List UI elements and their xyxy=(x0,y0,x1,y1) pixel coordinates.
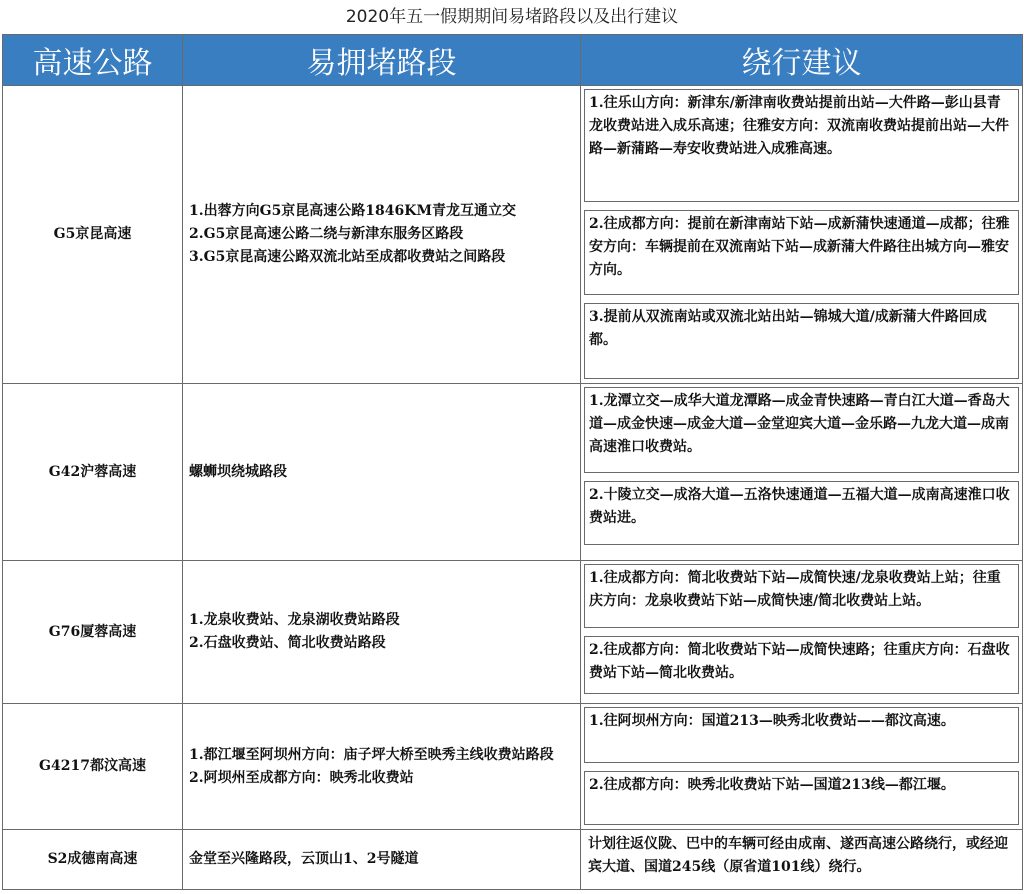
highway-name: G76厦蓉高速 xyxy=(3,561,183,704)
detour-advice xyxy=(581,830,1023,890)
detour-advice xyxy=(581,384,1023,561)
advice-item: 1.往成都方向：简北收费站下站—成简快速/龙泉收费站上站；往重庆方向：龙泉收费站下站—成简快速/简北收费站上站。 xyxy=(584,564,1019,628)
congested-sections xyxy=(183,86,581,384)
congested-sections xyxy=(183,384,581,561)
advice-item: 2.十陵立交—成洛大道—五洛快速通道—五福大道—成南高速淮口收费站进。 xyxy=(584,481,1019,545)
table-row xyxy=(3,86,1023,384)
congested-sections xyxy=(183,830,581,890)
advice-item: 1.往阿坝州方向：国道213—映秀北收费站——都汶高速。 xyxy=(584,707,1019,763)
table-row xyxy=(3,384,1023,561)
highway-name: G4217都汶高速 xyxy=(3,704,183,830)
table-row xyxy=(3,704,1023,830)
header-highway: 高速公路 xyxy=(3,35,183,86)
detour-advice xyxy=(581,86,1023,384)
advice-item: 1.往乐山方向：新津东/新津南收费站提前出站—大件路—彭山县青龙收费站进入成乐高速；往雅安方向：双流南收费站提前出站—大件路—新蒲路—寿安收费站进入成雅高速。 xyxy=(584,89,1019,202)
advice-item: 1.龙潭立交—成华大道龙潭路—成金青快速路—青白江大道—香岛大道—成金快速—成金大道—金堂迎宾大道—金乐路—九龙大道—成南高速淮口收费站。 xyxy=(584,387,1019,473)
congested-sections xyxy=(183,704,581,830)
section-item: 2.石盘收费站、简北收费站路段 xyxy=(189,635,386,651)
highway-name: G5京昆高速 xyxy=(3,86,183,384)
section-item: 金堂至兴隆路段，云顶山1、2号隧道 xyxy=(189,851,419,867)
highway-name: S2成德南高速 xyxy=(3,830,183,890)
advice-item: 计划往返仪陇、巴中的车辆可经由成南、遂西高速公路绕行，或经迎宾大道、国道245线（原省道101线）绕行。 xyxy=(588,836,1008,875)
route-advice-table xyxy=(2,34,1023,890)
advice-item: 3.提前从双流南站或双流北站出站—锦城大道/成新蒲大件路回成都。 xyxy=(584,303,1019,379)
table-row xyxy=(3,561,1023,704)
table-row xyxy=(3,830,1023,890)
detour-advice xyxy=(581,561,1023,704)
advice-item: 2.往成都方向：简北收费站下站—成简快速路；往重庆方向：石盘收费站下站—简北收费站。 xyxy=(584,636,1019,694)
header-congested-section: 易拥堵路段 xyxy=(183,35,581,86)
advice-item: 2.往成都方向：映秀北收费站下站—国道213线—都江堰。 xyxy=(584,771,1019,825)
detour-advice xyxy=(581,704,1023,830)
section-item: 1.都江堰至阿坝州方向：庙子坪大桥至映秀主线收费站路段 xyxy=(189,746,554,763)
section-item: 3.G5京昆高速公路双流北站至成都收费站之间路段 xyxy=(189,249,506,265)
advice-item: 2.往成都方向：提前在新津南站下站—成新蒲快速通道—成都；往雅安方向：车辆提前在双流南站下站—成新蒲大件路往出城方向—雅安方向。 xyxy=(584,210,1019,295)
section-item: 螺蛳坝绕城路段 xyxy=(189,463,287,480)
section-item: 1.出蓉方向G5京昆高速公路1846KM青龙互通立交 xyxy=(189,203,516,219)
table-header-row xyxy=(3,35,1023,86)
section-item: 2.G5京昆高速公路二绕与新津东服务区路段 xyxy=(189,226,464,242)
page-title: 2020年五一假期期间易堵路段以及出行建议 xyxy=(345,7,679,27)
section-item: 2.阿坝州至成都方向：映秀北收费站 xyxy=(189,769,414,786)
section-item: 1.龙泉收费站、龙泉湖收费站路段 xyxy=(189,612,400,628)
header-detour-advice: 绕行建议 xyxy=(581,35,1023,86)
congested-sections xyxy=(183,561,581,704)
highway-name: G42沪蓉高速 xyxy=(3,384,183,561)
